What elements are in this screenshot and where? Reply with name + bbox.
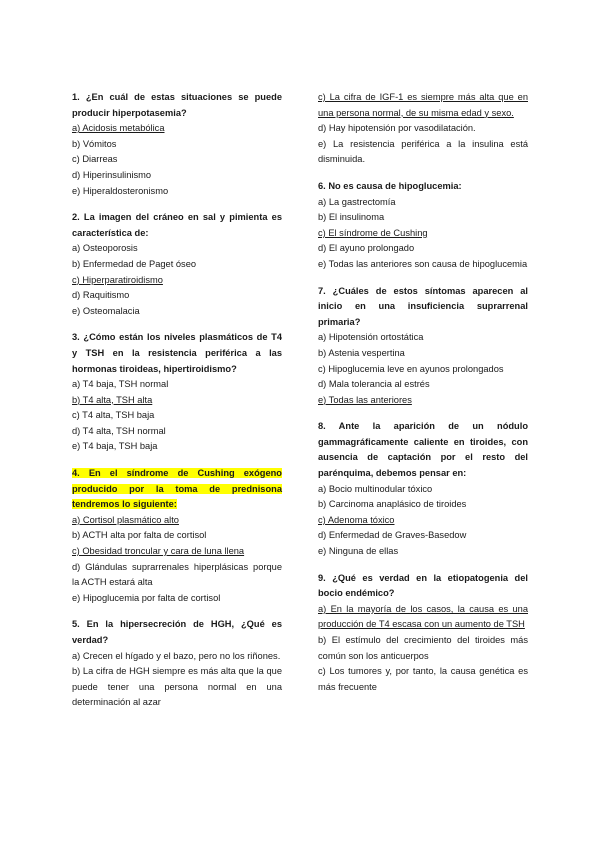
answer-option: b) ACTH alta por falta de cortisol [72, 530, 207, 541]
answer-option: c) Hiperparatiroidismo [72, 274, 163, 285]
answer-option: b) Carcinoma anaplásico de tiroides [318, 499, 467, 510]
answer-option: e) Todas las anteriores son causa de hipoglucemia [318, 258, 528, 269]
answer-option: d) Raquitismo [72, 290, 130, 301]
question-block [72, 617, 282, 711]
answer-option: c) El síndrome de Cushing [318, 227, 428, 238]
answer-option: c) Hipoglucemia leve en ayunos prolongados [318, 363, 504, 374]
question-text: 6. No es causa de hipoglucemia: [318, 180, 462, 191]
right-column [318, 90, 528, 706]
question-text: 7. ¿Cuáles de estos síntomas aparecen al inicio en una insuficiencia suprarrenal primaria? [318, 285, 528, 327]
answer-option: d) El ayuno prolongado [318, 243, 415, 254]
answer-option: a) La gastrectomía [318, 196, 396, 207]
answer-option: d) Hiperinsulinismo [72, 169, 152, 180]
question-text: 3. ¿Cómo están los niveles plasmáticos de T4 y TSH en la resistencia periférica a las hormonas tiroideas, hipertiroidismo? [72, 332, 282, 374]
question-block [72, 330, 282, 455]
question-block [318, 284, 528, 409]
answer-option: a) Cortisol plasmático alto [72, 514, 179, 525]
answer-option: c) T4 alta, TSH baja [72, 410, 155, 421]
answer-option: b) El insulinoma [318, 212, 385, 223]
answer-option: a) Crecen el hígado y el bazo, pero no los riñones. [72, 650, 281, 661]
question-text: 2. La imagen del cráneo en sal y pimienta es característica de: [72, 212, 282, 238]
question-text: 9. ¿Qué es verdad en la etiopatogenia del bocio endémico? [318, 572, 528, 599]
answer-option: e) Ninguna de ellas [318, 546, 399, 557]
answer-option: a) Osteoporosis [72, 243, 138, 254]
question-block [72, 210, 282, 319]
answer-option: e) Todas las anteriores [318, 394, 412, 405]
question-block [318, 90, 528, 168]
answer-option: a) En la mayoría de los casos, la causa es una producción de T4 escasa con un aumento de TSH [318, 603, 528, 630]
answer-option: d) Hay hipotensión por vasodilatación. [318, 123, 476, 134]
answer-option: b) El estímulo del crecimiento del tiroides más común son los anticuerpos [318, 635, 528, 661]
answer-option: b) Vómitos [72, 138, 117, 149]
question-block [72, 466, 282, 606]
answer-option: b) T4 alta, TSH alta [72, 394, 153, 405]
answer-option: e) T4 baja, TSH baja [72, 441, 158, 452]
answer-option: a) Bocio multinodular tóxico [318, 483, 433, 494]
question-block [318, 179, 528, 273]
answer-option: d) Mala tolerancia al estrés [318, 379, 430, 390]
answer-option: a) Hipotensión ortostática [318, 332, 424, 343]
answer-option: b) Astenia vespertina [318, 347, 405, 358]
answer-option: e) Osteomalacia [72, 305, 140, 316]
answer-option: c) Adenoma tóxico [318, 514, 395, 525]
answer-option: c) La cifra de IGF-1 es siempre más alta que en una persona normal, de su misma edad y sexo. [318, 92, 528, 118]
answer-option: a) T4 baja, TSH normal [72, 379, 169, 390]
answer-option: e) La resistencia periférica a la insulina está disminuida. [318, 138, 528, 165]
answer-option: b) La cifra de HGH siempre es más alta que la que puede tener una persona normal en una determinación al azar [72, 666, 282, 708]
answer-option: c) Diarreas [72, 154, 118, 165]
question-block [72, 90, 282, 199]
left-column [72, 90, 282, 722]
answer-option: e) Hipoglucemia por falta de cortisol [72, 592, 221, 603]
question-text: 4. En el síndrome de Cushing exógeno producido por la toma de prednisona tendremos lo siguiente: [72, 468, 282, 510]
question-block [318, 419, 528, 559]
question-block [318, 571, 528, 696]
answer-option: c) Los tumores y, por tanto, la causa genética es más frecuente [318, 666, 528, 692]
answer-option: e) Hiperaldosteronismo [72, 185, 169, 196]
question-text: 5. En la hipersecreción de HGH, ¿Qué es verdad? [72, 619, 282, 645]
answer-option: d) Glándulas suprarrenales hiperplásicas porque la ACTH estará alta [72, 561, 282, 588]
answer-option: b) Enfermedad de Paget óseo [72, 258, 197, 269]
answer-option: d) Enfermedad de Graves-Basedow [318, 530, 467, 541]
question-text: 1. ¿En cuál de estas situaciones se puede producir hiperpotasemia? [72, 92, 282, 118]
question-text: 8. Ante la aparición de un nódulo gammagráficamente caliente en tiroides, con ausencia de captación por el resto del parénquima, debemos pensar en: [318, 421, 528, 479]
answer-option: d) T4 alta, TSH normal [72, 425, 166, 436]
answer-option: a) Acidosis metabólica [72, 123, 165, 134]
answer-option: c) Obesidad troncular y cara de luna llena [72, 546, 245, 557]
